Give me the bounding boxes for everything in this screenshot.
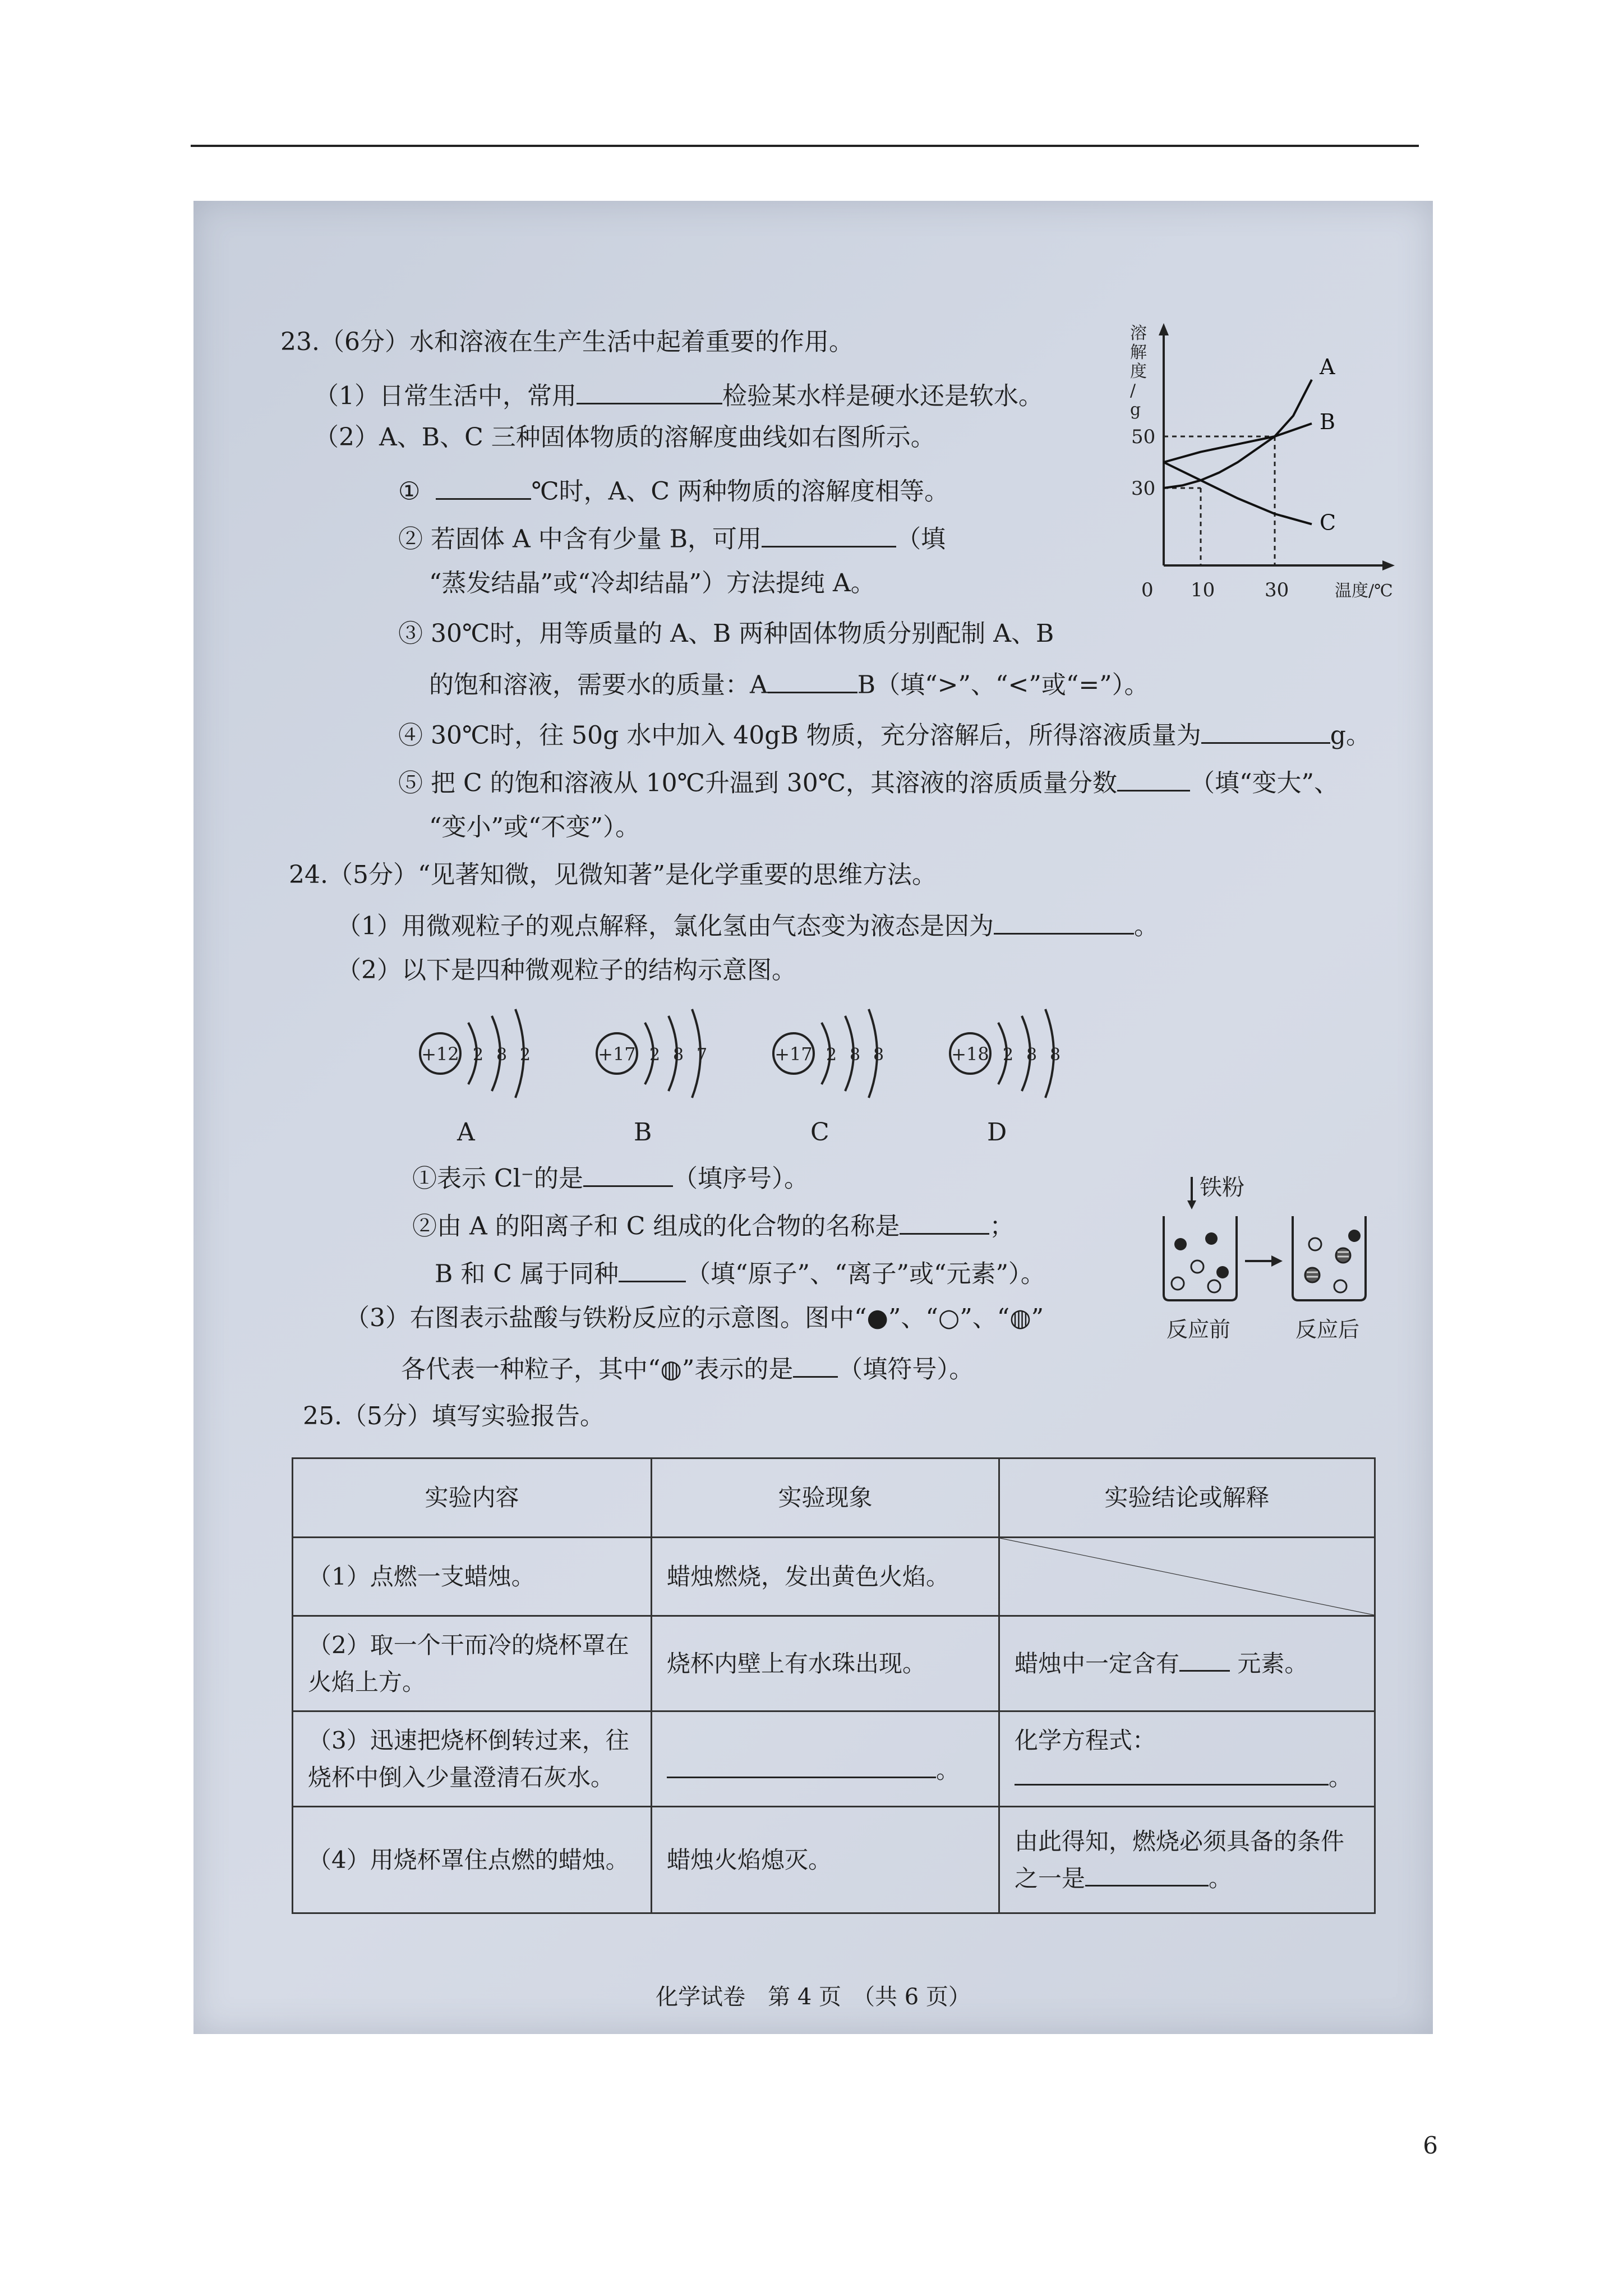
x-axis-arrowhead bbox=[1382, 560, 1395, 570]
electron-count: 2 bbox=[473, 1045, 484, 1065]
q24-sub1-text-a: ①表示 Cl⁻的是 bbox=[412, 1164, 583, 1193]
particles-after bbox=[1305, 1230, 1361, 1292]
experiment-report-table bbox=[292, 1457, 1376, 1914]
q24-part1-end: 。 bbox=[1134, 912, 1159, 941]
iron-powder-label: 铁粉 bbox=[1200, 1175, 1244, 1200]
after-label: 反应后 bbox=[1295, 1317, 1360, 1342]
q23-sub1 bbox=[398, 476, 949, 504]
row3-conclusion-end: 。 bbox=[1329, 1763, 1353, 1791]
row2-phenomenon: 烧杯内壁上有水珠出现。 bbox=[652, 1616, 999, 1711]
page-footer: 化学试卷 第 4 页 （共 6 页） bbox=[656, 1984, 971, 2010]
answer-blank bbox=[1085, 1864, 1209, 1887]
row4-content: （4）用烧杯罩住点燃的蜡烛。 bbox=[293, 1807, 652, 1913]
q23-sub2 bbox=[398, 523, 946, 552]
electron-count: 8 bbox=[496, 1045, 508, 1065]
q23-part1 bbox=[314, 380, 1043, 409]
electron-count: 7 bbox=[697, 1045, 708, 1065]
atom-label-b: B bbox=[634, 1118, 652, 1147]
atom-label-a: A bbox=[457, 1118, 475, 1147]
particles-before bbox=[1172, 1232, 1229, 1292]
electron-count: 8 bbox=[873, 1045, 884, 1065]
nucleus-charge: +17 bbox=[598, 1043, 636, 1065]
q24-sub2-text-a: ②由 A 的阳离子和 C 组成的化合物的名称是 bbox=[412, 1212, 900, 1241]
q24-title: 24.（5分）“见著知微，见微知著”是化学重要的思维方法。 bbox=[289, 861, 937, 889]
electron-count: 2 bbox=[1003, 1045, 1014, 1065]
row2-content: （2）取一个干而冷的烧杯罩在火焰上方。 bbox=[293, 1616, 652, 1711]
nucleus-charge: +17 bbox=[774, 1043, 813, 1065]
q23-sub4-text-a: ④ 30℃时，往 50g 水中加入 40gB 物质，充分溶解后，所得溶液质量为 bbox=[398, 721, 1201, 750]
series-label-b: B bbox=[1320, 409, 1335, 434]
answer-blank bbox=[1117, 767, 1190, 792]
before-label: 反应前 bbox=[1166, 1317, 1231, 1342]
q23-sub5-text-b: （填“变大”、 bbox=[1190, 769, 1339, 798]
q23-sub3-text-c: B（填“>”、“<”或“=”）。 bbox=[857, 670, 1149, 700]
q24-sub2-cont bbox=[435, 1258, 1045, 1287]
q23-sub5-cont: “变小”或“不变”）。 bbox=[429, 813, 640, 841]
header-phenomenon: 实验现象 bbox=[652, 1458, 999, 1538]
q23-sub4 bbox=[398, 720, 1371, 748]
table-row bbox=[293, 1711, 1375, 1807]
answer-blank bbox=[793, 1354, 838, 1378]
y-axis-label: 溶解度/ g bbox=[1130, 324, 1147, 420]
q25-title: 25.（5分）填写实验报告。 bbox=[303, 1402, 605, 1430]
table-row bbox=[293, 1538, 1375, 1616]
q24-part3-text-b: 各代表一种粒子，其中“◍”表示的是 bbox=[401, 1355, 794, 1384]
electron-count: 2 bbox=[826, 1045, 837, 1065]
table-header-row bbox=[293, 1458, 1375, 1538]
q24-part1 bbox=[336, 910, 1159, 939]
row4-conclusion-end: 。 bbox=[1209, 1864, 1233, 1892]
nucleus-charge: +12 bbox=[421, 1043, 459, 1065]
q23-sub3-text-b: 的饱和溶液，需要水的质量：A bbox=[429, 670, 768, 700]
series-line-a bbox=[1164, 380, 1312, 488]
q23-sub4-text-b: g。 bbox=[1330, 721, 1371, 750]
x-tick-label: 30 bbox=[1265, 579, 1289, 601]
iron-powder-arrowhead bbox=[1187, 1200, 1196, 1209]
row1-content: （1）点燃一支蜡烛。 bbox=[293, 1538, 652, 1616]
q24-sub1 bbox=[412, 1163, 809, 1191]
header-content: 实验内容 bbox=[293, 1458, 652, 1538]
y-tick-label: 30 bbox=[1131, 477, 1156, 500]
top-rule bbox=[191, 145, 1419, 147]
row4-conclusion bbox=[999, 1807, 1375, 1913]
q24-sub2 bbox=[412, 1211, 1014, 1239]
series-label-a: A bbox=[1320, 354, 1335, 379]
reaction-arrowhead bbox=[1271, 1255, 1283, 1267]
electron-count: 2 bbox=[520, 1045, 531, 1065]
q24-part3-text-c: （填符号）。 bbox=[838, 1355, 974, 1384]
row3-conclusion-label: 化学方程式： bbox=[1015, 1727, 1156, 1755]
answer-blank bbox=[1015, 1763, 1329, 1786]
answer-blank bbox=[667, 1755, 936, 1778]
answer-blank bbox=[1179, 1649, 1230, 1672]
q23-sub5 bbox=[398, 767, 1339, 796]
page-number: 6 bbox=[1423, 2132, 1438, 2159]
q24-part1-text: （1）用微观粒子的观点解释，氯化氢由气态变为液态是因为 bbox=[336, 912, 994, 941]
atom-diagram-d bbox=[942, 997, 1110, 1110]
q23-sub3: ③ 30℃时，用等质量的 A、B 两种固体物质分别配制 A、B bbox=[398, 619, 1054, 648]
row3-phenomenon bbox=[652, 1711, 999, 1807]
solubility-chart bbox=[1113, 319, 1405, 627]
q23-sub5-text-a: ⑤ 把 C 的饱和溶液从 10℃升温到 30℃，其溶液的溶质质量分数 bbox=[398, 769, 1118, 798]
q23-sub3-cont bbox=[429, 669, 1149, 698]
atom-label-c: C bbox=[810, 1118, 829, 1147]
electron-count: 8 bbox=[850, 1045, 861, 1065]
q24-part3: （3）右图表示盐酸与铁粉反应的示意图。图中“●”、“○”、“◍” bbox=[345, 1304, 1044, 1332]
row1-conclusion-slashed bbox=[999, 1538, 1375, 1616]
row2-conclusion bbox=[999, 1616, 1375, 1711]
row3-content: （3）迅速把烧杯倒转过来，往烧杯中倒入少量澄清石灰水。 bbox=[293, 1711, 652, 1807]
q23-part1-text-b: 检验某水样是硬水还是软水。 bbox=[722, 381, 1043, 411]
answer-blank bbox=[619, 1258, 686, 1282]
q23-title: 23.（6分）水和溶液在生产生活中起着重要的作用。 bbox=[280, 328, 854, 356]
answer-blank bbox=[1201, 720, 1330, 744]
diagonal-slash bbox=[1000, 1538, 1374, 1615]
q24-sub2-text-b: ； bbox=[989, 1212, 1015, 1241]
q24-sub2-text-d: （填“原子”、“离子”或“元素”）。 bbox=[685, 1259, 1045, 1289]
row2-conclusion-text-a: 蜡烛中一定含有 bbox=[1015, 1649, 1180, 1677]
electron-count: 8 bbox=[1050, 1045, 1061, 1065]
beaker-reaction-diagram bbox=[1152, 1171, 1388, 1351]
electron-count: 8 bbox=[673, 1045, 684, 1065]
row3-phenomenon-end: 。 bbox=[936, 1756, 960, 1784]
q24-sub2-text-c: B 和 C 属于同种 bbox=[435, 1259, 619, 1289]
answer-blank bbox=[436, 476, 531, 500]
x-axis-label: 温度/℃ bbox=[1335, 581, 1393, 601]
y-tick-label: 50 bbox=[1131, 426, 1156, 448]
row2-conclusion-text-b: 元素。 bbox=[1237, 1649, 1308, 1677]
table-row bbox=[293, 1616, 1375, 1711]
row4-conclusion-text: 由此得知，燃烧必须具备的条件之一是 bbox=[1015, 1828, 1345, 1892]
q23-sub2-text-a: ② 若固体 A 中含有少量 B，可用 bbox=[398, 524, 762, 554]
atom-diagram-a bbox=[412, 997, 580, 1110]
x-tick-label: 10 bbox=[1191, 579, 1215, 601]
beaker-before bbox=[1164, 1216, 1237, 1300]
q24-part3-cont bbox=[401, 1354, 974, 1382]
answer-blank bbox=[583, 1163, 673, 1187]
answer-blank bbox=[768, 669, 857, 693]
q23-sub2-text-b: （填 bbox=[896, 524, 946, 554]
q23-sub2-cont: “蒸发结晶”或“冷却结晶”）方法提纯 A。 bbox=[429, 569, 875, 597]
q23-sub1-num: ① bbox=[398, 477, 421, 506]
series-label-c: C bbox=[1320, 510, 1336, 535]
q23-part2: （2）A、B、C 三种固体物质的溶解度曲线如右图所示。 bbox=[314, 423, 935, 452]
atom-diagram-c bbox=[766, 997, 934, 1110]
atom-label-d: D bbox=[987, 1118, 1007, 1147]
answer-blank bbox=[577, 380, 722, 404]
nucleus-charge: +18 bbox=[951, 1043, 989, 1065]
answer-blank bbox=[994, 910, 1134, 935]
row4-phenomenon: 蜡烛火焰熄灭。 bbox=[652, 1807, 999, 1913]
electron-count: 8 bbox=[1026, 1045, 1038, 1065]
q24-part2: （2）以下是四种微观粒子的结构示意图。 bbox=[336, 956, 796, 984]
table-row bbox=[293, 1807, 1375, 1913]
answer-blank bbox=[762, 523, 896, 547]
row3-conclusion bbox=[999, 1711, 1375, 1807]
q23-part1-text-a: （1）日常生活中，常用 bbox=[314, 381, 577, 411]
q23-sub1-text: ℃时，A、C 两种物质的溶解度相等。 bbox=[531, 477, 949, 506]
electron-count: 2 bbox=[649, 1045, 661, 1065]
y-axis-arrowhead bbox=[1159, 323, 1169, 335]
scanned-exam-page bbox=[193, 201, 1433, 2034]
beaker-after bbox=[1293, 1216, 1366, 1300]
x-tick-label: 0 bbox=[1141, 579, 1154, 601]
q24-sub1-text-b: （填序号）。 bbox=[672, 1164, 809, 1193]
atom-diagram-b bbox=[589, 997, 757, 1110]
header-conclusion: 实验结论或解释 bbox=[999, 1458, 1375, 1538]
series-line-c bbox=[1164, 462, 1312, 524]
answer-blank bbox=[900, 1211, 989, 1235]
row1-phenomenon: 蜡烛燃烧，发出黄色火焰。 bbox=[652, 1538, 999, 1616]
series-line-b bbox=[1164, 424, 1312, 462]
